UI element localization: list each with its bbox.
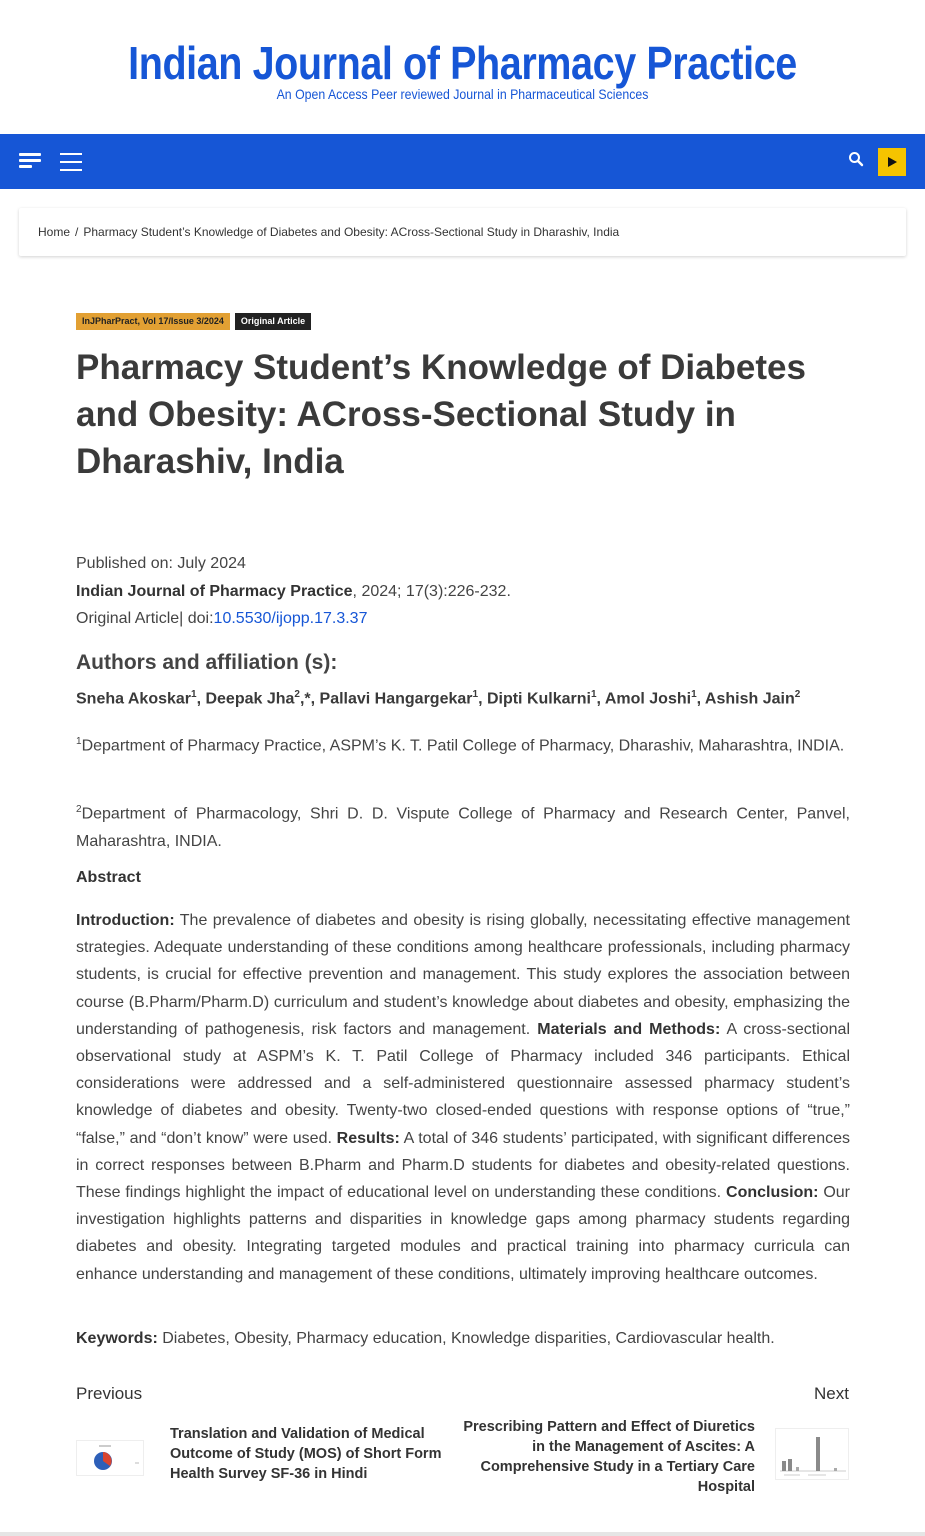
doi-link[interactable]: 10.5530/ijopp.17.3.37 <box>213 610 368 627</box>
results-label: Results: <box>336 1129 400 1147</box>
page-bottom-divider <box>0 1532 925 1536</box>
next-post-label[interactable]: Next <box>814 1384 849 1403</box>
keywords-label: Keywords: <box>76 1330 158 1347</box>
abstract-body <box>76 907 850 1288</box>
doi-prefix: Original Article| doi: <box>76 610 214 627</box>
author-name: Deepak Jha <box>205 690 295 708</box>
author-name: Pallavi Hangargekar <box>319 690 473 708</box>
breadcrumb-separator: / <box>75 225 79 239</box>
breadcrumb <box>19 208 906 256</box>
site-title[interactable]: Indian Journal of Pharmacy Practice <box>128 37 797 89</box>
abstract-heading: Abstract <box>76 869 141 886</box>
next-post-thumbnail[interactable] <box>775 1428 849 1480</box>
offcanvas-menu-icon[interactable] <box>19 153 41 169</box>
journal-name: Indian Journal of Pharmacy Practice <box>76 582 353 600</box>
author-name: Dipti Kulkarni <box>486 690 591 708</box>
doi-line <box>76 605 511 633</box>
author-name: Amol Joshi <box>604 690 692 708</box>
published-date: Published on: July 2024 <box>76 555 246 572</box>
citation-line <box>76 578 511 606</box>
results-text: A total of 346 students’ participated, with significant differences in correct responses between B.Pharm and Pharm.D students for diabetes and obesity-related questions. These findings highlight the impact of educational level on understanding these conditions. <box>76 1129 850 1202</box>
search-icon[interactable] <box>848 151 864 167</box>
article-type-badge[interactable]: Original Article <box>235 313 311 330</box>
play-button[interactable] <box>878 148 906 176</box>
article-meta <box>76 550 511 633</box>
main-navbar <box>0 134 925 189</box>
site-tagline: An Open Access Peer reviewed Journal in Pharmaceutical Sciences <box>276 86 649 102</box>
intro-text: The prevalence of diabetes and obesity is rising globally, necessitating effective management strategies. Adequate understanding of these conditions among healthcare professionals, including pharmacy students, is crucial for effective prevention and management. This study explores the association between course (B.Pharm/Pharm.D) curriculum and student’s knowledge about diabetes and obesity, emphasizing the understanding of pathogenesis, risk factors and management. <box>76 912 850 1038</box>
play-icon <box>886 156 898 168</box>
intro-label: Introduction: <box>76 912 175 929</box>
affiliation-1-sup: 1 <box>76 736 82 747</box>
site-header <box>0 0 925 134</box>
affiliation-2-sup: 2 <box>76 804 82 815</box>
next-post-title[interactable]: Prescribing Pattern and Effect of Diuretics in the Management of Ascites: A Comprehensive Study in a Tertiary Care Hospital <box>463 1419 755 1495</box>
conclusion-text: Our investigation highlights patterns and disparities in knowledge gaps among pharmacy students regarding diabetes and obesity. Integrating targeted modules and practical training into pharmacy curricula can enhance understanding and management of these conditions, ultimately improving healthcare outcomes. <box>76 1184 850 1283</box>
citation-details: , 2024; 17(3):226-232. <box>352 582 511 600</box>
article-badges <box>76 313 311 330</box>
author-affiliation-sup: 1 <box>191 689 197 700</box>
author-affiliation-sup: 1 <box>472 689 479 700</box>
methods-text: A cross-sectional observational study at ASPM’s K. T. Patil College of Pharmacy included 346 participants. Ethical considerations were addressed and a self-administered questionnaire assessed pharmacy student’s knowledge of diabetes and obesity. Twenty-two closed-ended questions with response options of “true,” “false,” and “don’t know” were used. <box>76 1020 851 1147</box>
author-name: Sneha Akoskar <box>76 690 192 708</box>
keywords-text: Diabetes, Obesity, Pharmacy education, Knowledge disparities, Cardiovascular health. <box>157 1330 775 1347</box>
affiliation-1 <box>76 728 850 760</box>
methods-label: Materials and Methods: <box>537 1020 721 1038</box>
author-affiliation-sup: 2 <box>294 689 300 700</box>
category-badge[interactable]: InJPharPract, Vol 17/Issue 3/2024 <box>76 313 230 330</box>
affiliation-1-text: Department of Pharmacy Practice, ASPM’s K. T. Patil College of Pharmacy, Dharashiv, Maharashtra, INDIA. <box>81 737 845 755</box>
previous-post-label[interactable]: Previous <box>76 1384 143 1403</box>
breadcrumb-current: Pharmacy Student’s Knowledge of Diabetes and Obesity: ACross-Sectional Study in Dharashiv, India <box>83 225 620 239</box>
author-affiliation-sup: 1 <box>590 689 597 700</box>
author-affiliation-sup: 1 <box>691 689 697 700</box>
previous-post-title[interactable]: Translation and Validation of Medical Outcome of Study (MOS) of Short Form Health Survey SF-36 in Hindi <box>170 1426 442 1482</box>
author-affiliation-sup: 2 <box>794 689 801 700</box>
breadcrumb-home-link[interactable]: Home <box>38 225 71 239</box>
conclusion-label: Conclusion: <box>726 1184 819 1202</box>
previous-post-thumbnail[interactable] <box>76 1440 144 1476</box>
hamburger-menu-icon[interactable] <box>60 153 82 171</box>
authors-heading: Authors and affiliation (s): <box>76 651 338 674</box>
author-list: Sneha Akoskar$^1$, Deepak Jha$^2$,*, Pallavi Hangargekar$^1$, Dipti Kulkarni$^1$, Amol Joshi$^1$, Ashish Jain$^2$ <box>76 689 801 708</box>
keywords <box>76 1330 850 1348</box>
article-title: Pharmacy Student’s Knowledge of Diabetes and Obesity: ACross-Sectional Study in Dharashiv, India <box>76 348 806 481</box>
author-name: Ashish Jain <box>704 690 795 708</box>
affiliation-2-text: Department of Pharmacology, Shri D. D. Vispute College of Pharmacy and Research Center, Panvel, Maharashtra, INDIA. <box>76 805 850 850</box>
corresponding-mark: ,* <box>299 690 311 708</box>
affiliation-2 <box>76 796 850 855</box>
